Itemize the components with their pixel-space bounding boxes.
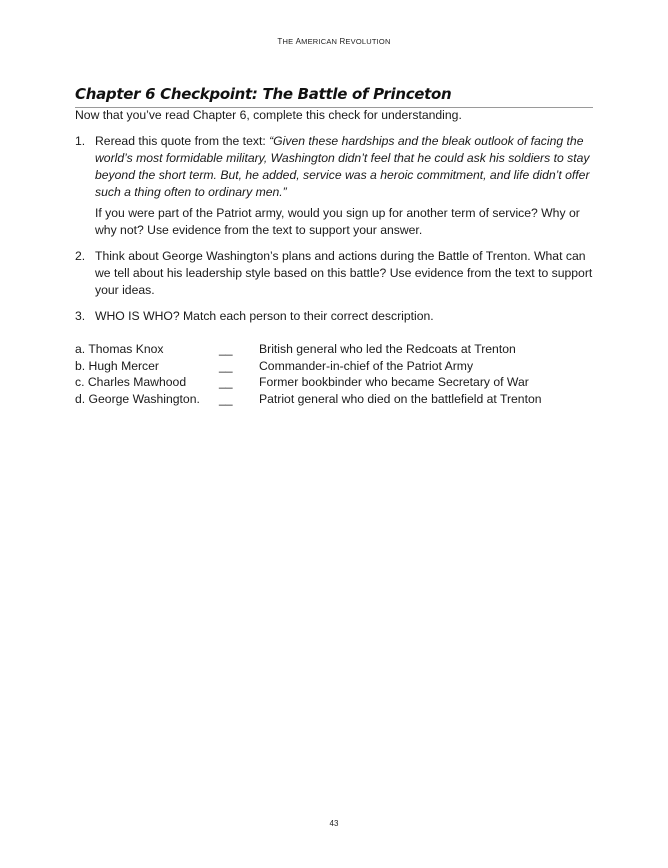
matching-table — [75, 341, 593, 407]
intro-text: Now that you’ve read Chapter 6, complete this check for understanding. — [75, 108, 462, 122]
question-prompt — [95, 133, 593, 201]
question-number: 1. — [75, 134, 86, 148]
question-list — [75, 133, 593, 334]
question-2 — [75, 248, 593, 299]
person-description: British general who led the Redcoats at Trenton — [259, 342, 516, 356]
question-prompt: Think about George Washington’s plans and actions during the Battle of Trenton. What can we tell about his leadership style based on this battle? Use evidence from the text to support your ideas. — [95, 249, 593, 297]
person-name: b. Hugh Mercer — [75, 358, 159, 373]
question-lead: Reread this quote from the text: — [95, 134, 270, 148]
answer-blank: __ — [219, 342, 233, 356]
answer-blank: __ — [219, 375, 233, 389]
question-number: 2. — [75, 249, 86, 263]
question-number: 3. — [75, 309, 86, 323]
question-prompt: WHO IS WHO? Match each person to their correct description. — [95, 309, 434, 323]
table-row — [75, 358, 593, 375]
table-row — [75, 391, 593, 408]
question-1 — [75, 133, 593, 239]
person-description: Commander-in-chief of the Patriot Army — [259, 358, 474, 373]
quote-text: “Given these hardships and the bleak outlook of facing the world’s most formidable military, Washington didn’t feel that he could ask his soldiers to stay beyond the short term. But, he added, service was a heroic commitment, and life didn’t offer such a thing often to ordinary men.” — [95, 134, 590, 199]
question-3 — [75, 308, 593, 325]
person-name: a. Thomas Knox — [75, 342, 164, 356]
person-description: Patriot general who died on the battlefield at Trenton — [259, 391, 542, 406]
answer-blank: __ — [219, 358, 233, 373]
person-description: Former bookbinder who became Secretary of War — [259, 375, 529, 389]
page-title: Chapter 6 Checkpoint: The Battle of Princeton — [75, 85, 593, 108]
running-header: THE AMERICAN REVOLUTION — [277, 37, 391, 46]
question-followup: If you were part of the Patriot army, would you sign up for another term of service? Why or why not? Use evidence from the text to support your answer. — [95, 206, 580, 237]
answer-blank: __ — [219, 391, 233, 406]
person-name: c. Charles Mawhood — [75, 375, 187, 389]
person-name: d. George Washington. — [75, 391, 200, 406]
table-row — [75, 374, 593, 391]
page-number: 43 — [329, 819, 339, 828]
table-row — [75, 341, 593, 358]
